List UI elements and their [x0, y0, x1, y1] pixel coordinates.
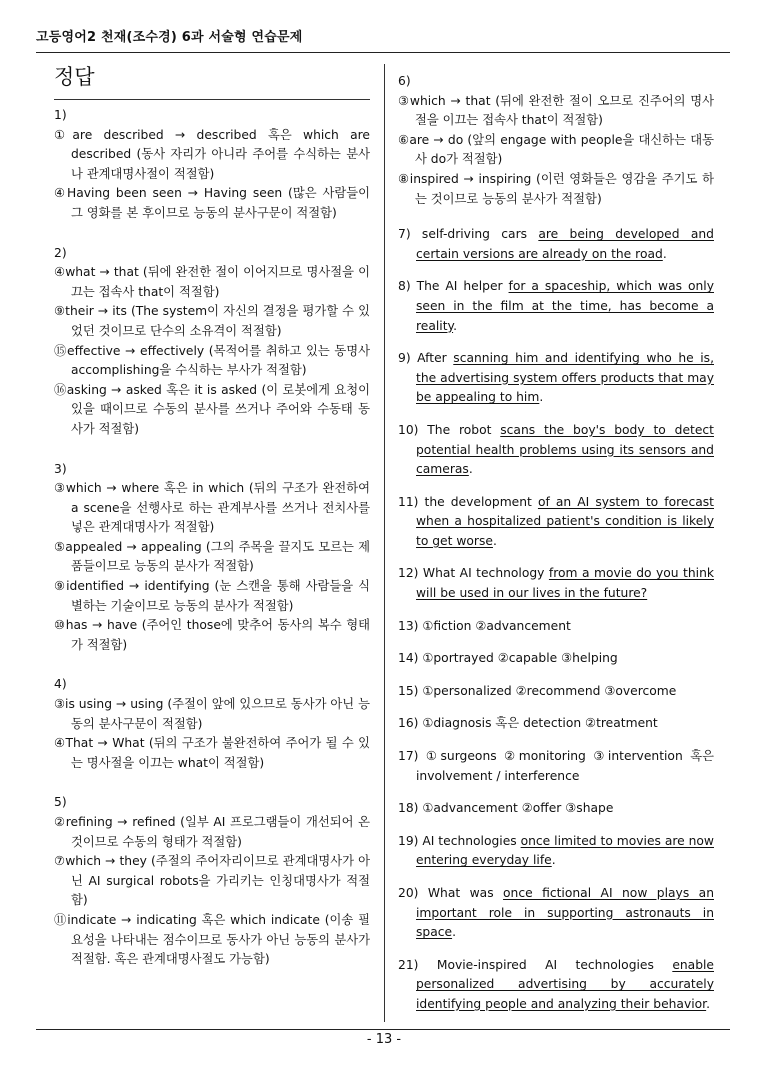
- answer-question: [398, 277, 714, 336]
- underlined-answer: of an AI system to forecast when a hospitalized patient's condition is likely to get worse: [416, 494, 714, 548]
- answer-question: [398, 956, 714, 1015]
- answer-section: [54, 460, 370, 656]
- answer-question: [398, 799, 714, 819]
- question-text: 10) The robot: [398, 422, 501, 437]
- question-end: .: [492, 533, 497, 548]
- question-text: 11) the development: [398, 494, 538, 509]
- question-end: .: [706, 996, 711, 1011]
- question-text: 16) ①diagnosis 혹은 detection ②treatment: [398, 716, 658, 731]
- question-list: [398, 225, 714, 1014]
- answer-question: [398, 421, 714, 480]
- answer-section: [398, 72, 714, 209]
- column-divider: [384, 64, 385, 1022]
- section-number: 4): [54, 677, 67, 692]
- answer-item: ④what → that (뒤에 완전한 절이 이어지므로 명사절을 이끄는 접속사 that이 적절함): [54, 265, 370, 299]
- answer-item: ⑮effective → effectively (목적어를 취하고 있는 동명사 accomplishing을 수식하는 부사가 적절함): [54, 343, 370, 378]
- answer-item: ⑪indicate → indicating 혹은 which indicate (이송 필요성을 나타내는 점수이므로 동사가 아닌 능동의 분사가 적절함. 혹은 관계대명사절도 가능함): [54, 912, 370, 967]
- answer-item: ④That → What (뒤의 구조가 불완전하여 주어가 될 수 있는 명사절을 이끄는 what이 적절함): [54, 736, 370, 770]
- answer-question: [398, 682, 714, 702]
- answer-question: [398, 747, 714, 786]
- question-text: 7) self-driving cars: [398, 227, 539, 242]
- underlined-answer: once limited to movies are now entering everyday life: [416, 833, 714, 868]
- answer-section: [54, 244, 370, 440]
- question-text: 19) AI technologies: [398, 833, 521, 848]
- underlined-answer: scanning him and identifying who he is, the advertising system offers products that may be appealing to him: [416, 351, 714, 405]
- answer-question: [398, 617, 714, 637]
- answer-section: [54, 675, 370, 773]
- question-end: .: [452, 925, 456, 940]
- page-header-title: 고등영어2 천재(조수경) 6과 서술형 연습문제: [36, 30, 303, 45]
- question-text: 20) What was: [398, 886, 504, 900]
- question-text: 14) ①portrayed ②capable ③helping: [398, 651, 618, 666]
- question-text: 13) ①fiction ②advancement: [398, 618, 571, 633]
- answer-item: ⑥are → do (앞의 engage with people을 대신하는 대동사 do가 적절함): [398, 132, 714, 167]
- answer-item: ⑩has → have (주어인 those에 맞추어 동사의 복수 형태가 적절함): [54, 618, 370, 652]
- underlined-answer: scans the boy's body to detect potential health problems using its sensors and cameras: [416, 422, 714, 477]
- underlined-answer: are being developed and certain versions are already on the road: [416, 227, 714, 261]
- answer-item: ③which → where 혹은 in which (뒤의 구조가 완전하여 a scene을 선행사로 하는 관계부사를 쓰거나 전치사를 넣은 관계대명사가 적절함): [54, 481, 370, 535]
- answer-question: [398, 714, 714, 734]
- question-text: 21) Movie-inspired AI technologies: [398, 957, 673, 972]
- answer-item: ⑯asking → asked 혹은 it is asked (이 로봇에게 요청이 있을 때이므로 수동의 분사를 쓰거나 주어와 수동태 동사가 적절함): [54, 382, 370, 436]
- answer-item: ⑨their → its (The system이 자신의 결정을 평가할 수 있었던 것이므로 단수의 소유격이 적절함): [54, 304, 370, 338]
- answer-question: [398, 564, 714, 603]
- header-rule: [36, 52, 730, 53]
- answer-item: ②refining → refined (일부 AI 프로그램들이 개선되어 온 것이므로 수동의 형태가 적절함): [54, 815, 370, 849]
- answer-sections: [54, 106, 370, 970]
- left-column: [54, 62, 370, 990]
- underlined-answer: enable personalized advertising by accurately identifying people and analyzing their behavior: [416, 957, 714, 1011]
- section-number: 1): [54, 108, 67, 122]
- answer-item: ⑧inspired → inspiring (이런 영화들은 영감을 주기도 하는 것이므로 능동의 분사가 적절함): [398, 171, 714, 206]
- underlined-answer: from a movie do you think will be used in our lives in the future?: [416, 566, 715, 601]
- question-text: 15) ①personalized ②recommend ③overcome: [398, 683, 677, 698]
- question-text: 18) ①advancement ②offer ③shape: [398, 801, 614, 816]
- footer-rule: [36, 1029, 730, 1030]
- answer-question: [398, 884, 714, 943]
- answer-section: [54, 106, 370, 224]
- question-text: 9) After: [398, 351, 454, 366]
- question-end: .: [551, 853, 556, 868]
- answer-item: ③is using → using (주절이 앞에 있으므로 동사가 아닌 능동의 분사구문이 적절함): [54, 697, 370, 731]
- answer-item: ①are described → described 혹은 which are described (동사 자리가 아니라 주어를 수식하는 분사나 관계대명사절이 적절함): [54, 127, 370, 181]
- question-end: .: [468, 462, 473, 477]
- section-number: 5): [54, 795, 67, 810]
- right-column: [398, 72, 714, 1028]
- answer-section: [54, 793, 370, 969]
- answer-question: [398, 649, 714, 669]
- underlined-answer: for a spaceship, which was only seen in the film at the time, has become a reality: [416, 279, 714, 333]
- section-number: 2): [54, 245, 67, 260]
- answer-question: [398, 349, 714, 408]
- answer-question: [398, 225, 714, 264]
- question-end: .: [453, 318, 457, 333]
- section-number: 3): [54, 461, 67, 476]
- question-end: .: [662, 246, 667, 261]
- question-end: .: [539, 390, 544, 405]
- answer-title: 정답: [54, 62, 370, 100]
- section-number: 6): [398, 74, 411, 88]
- answer-item: ⑤appealed → appealing (그의 주목을 끌지도 모르는 제품들이므로 능동의 분사가 적절함): [54, 539, 370, 574]
- question-text: 8) The AI helper: [398, 279, 509, 294]
- answer-item: ④Having been seen → Having seen (많은 사람들이 그 영화를 본 후이므로 능동의 분사구문이 적절함): [54, 186, 370, 220]
- question-text: 17) ①surgeons ②monitoring ③intervention 혹은 involvement / interference: [398, 749, 714, 783]
- answer-question: [398, 832, 714, 871]
- page-number: - 13 -: [366, 1032, 402, 1047]
- answer-item: ⑨identified → identifying (눈 스캔을 통해 사람들을 식별하는 기술이므로 능동의 분사가 적절함): [54, 579, 370, 613]
- answer-item: ⑦which → they (주절의 주어자리이므로 관계대명사가 아닌 AI surgical robots을 가리키는 인칭대명사가 적절함): [54, 854, 370, 908]
- answer-question: [398, 493, 714, 552]
- question-text: 12) What AI technology: [398, 566, 549, 581]
- underlined-answer: once fictional AI now plays an important role in supporting astronauts in space: [416, 886, 714, 940]
- answer-item: ③which → that (뒤에 완전한 절이 오므로 진주어의 명사절을 이끄는 접속사 that이 적절함): [398, 93, 714, 128]
